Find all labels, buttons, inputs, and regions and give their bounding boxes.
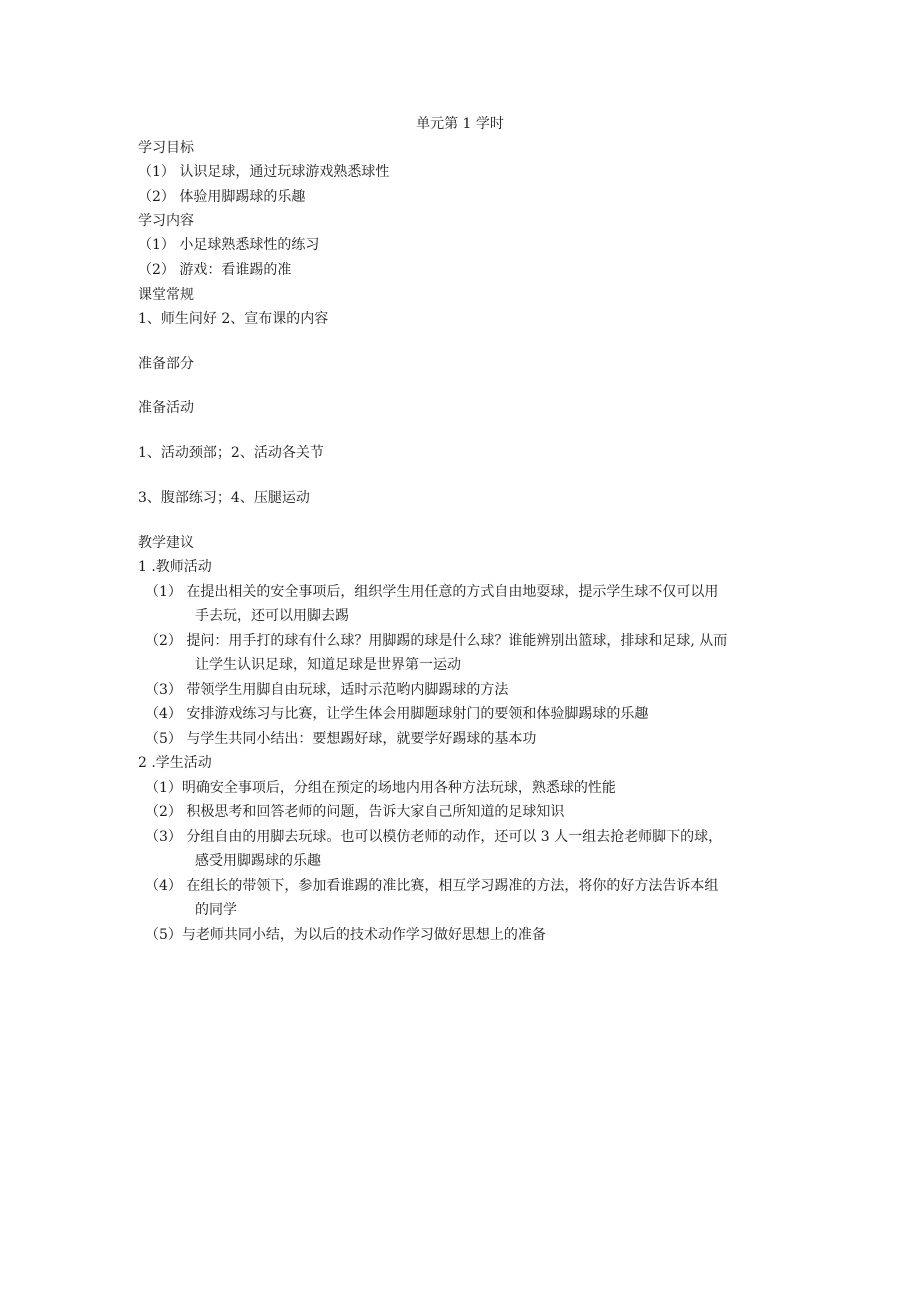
- prep-line: 3、腹部练习；4、压腿运动: [138, 490, 310, 506]
- teacher-item: （1） 在提出相关的安全事项后，组织学生用任意的方式自由地耍球，提示学生球不仅可以用: [145, 584, 719, 600]
- teacher-heading: 1 .教师活动: [138, 559, 212, 575]
- student-item: （2） 积极思考和回答老师的问题，告诉大家自己所知道的足球知识: [145, 804, 565, 820]
- content-heading: 学习内容: [138, 213, 194, 229]
- student-item: （3） 分组自由的用脚去玩球。也可以模仿老师的动作，还可以 3 人一组去抢老师脚下的球，: [145, 829, 723, 845]
- student-item-continuation: 感受用脚踢球的乐趣: [195, 853, 321, 869]
- teacher-item-continuation: 手去玩，还可以用脚去踢: [195, 608, 349, 624]
- student-item: （5）与老师共同小结，为以后的技术动作学习做好思想上的准备: [145, 927, 546, 943]
- content-item: （1） 小足球熟悉球性的练习: [138, 237, 320, 253]
- objectives-heading: 学习目标: [138, 140, 194, 156]
- suggestions-heading: 教学建议: [138, 535, 194, 551]
- student-item-continuation: 的同学: [195, 902, 237, 918]
- student-heading: 2 .学生活动: [138, 755, 212, 771]
- objective-item: （2） 体验用脚踢球的乐趣: [138, 189, 306, 205]
- teacher-item-continuation: 让学生认识足球，知道足球是世界第一运动: [195, 657, 461, 673]
- teacher-item: （5） 与学生共同小结出：要想踢好球，就要学好踢球的基本功: [145, 731, 537, 747]
- teacher-item: （4） 安排游戏练习与比赛，让学生体会用脚题球射门的要领和体验脚踢球的乐趣: [145, 706, 649, 722]
- student-item: （4） 在组长的带领下，参加看谁踢的准比赛，相互学习踢准的方法，将你的好方法告诉本组: [145, 878, 719, 894]
- student-item: （1）明确安全事项后，分组在预定的场地内用各种方法玩球，熟悉球的性能: [145, 780, 616, 796]
- page-title: 单元第 1 学时: [416, 116, 504, 132]
- routine-text: 1、师生问好 2、宣布课的内容: [138, 311, 329, 327]
- content-item: （2） 游戏：看谁踢的准: [138, 262, 292, 278]
- prep-activity-heading: 准备活动: [138, 400, 194, 416]
- objective-item: （1） 认识足球，通过玩球游戏熟悉球性: [138, 164, 390, 180]
- prep-line: 1、活动颈部；2、活动各关节: [138, 445, 324, 461]
- teacher-item: （3） 带领学生用脚自由玩球，适时示范哟内脚踢球的方法: [145, 682, 509, 698]
- routine-heading: 课堂常规: [138, 287, 194, 303]
- prep-heading: 准备部分: [138, 356, 194, 372]
- teacher-item: （2） 提问：用手打的球有什么球？用脚踢的球是什么球？谁能辨别出篮球，排球和足球, 从而: [145, 633, 728, 649]
